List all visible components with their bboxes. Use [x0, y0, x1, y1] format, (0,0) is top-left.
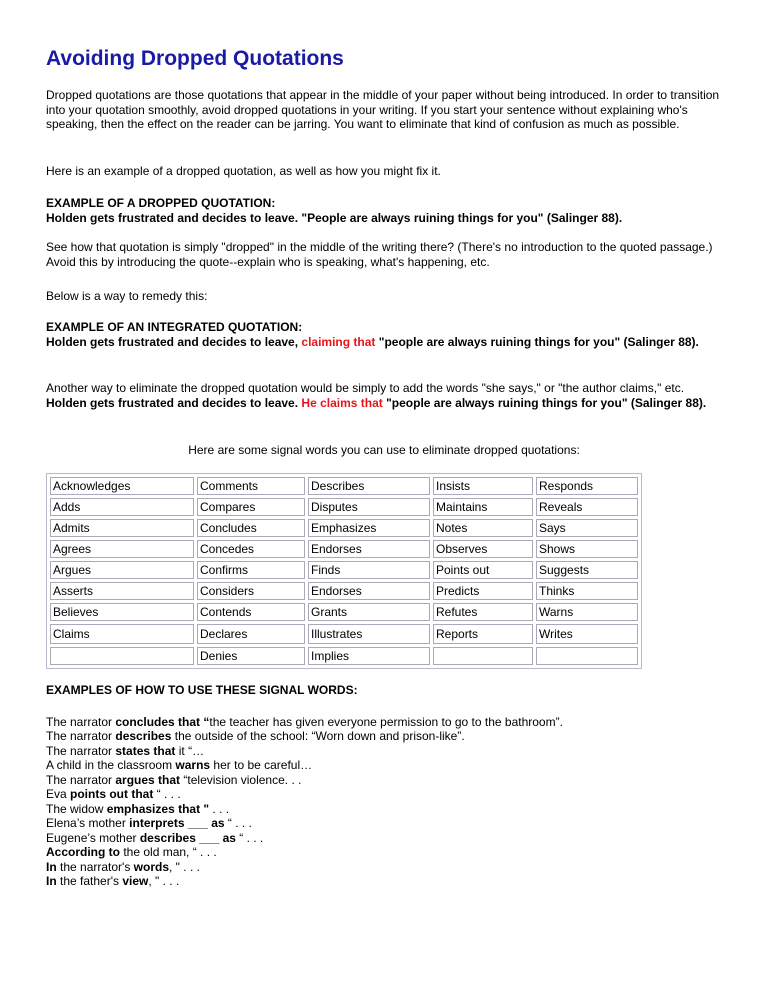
signal-word-cell: Endorses [308, 582, 430, 600]
signal-word-cell: Claims [50, 624, 194, 644]
signal-word-cell: Responds [536, 477, 638, 495]
signal-word-cell: Argues [50, 561, 194, 579]
page-title: Avoiding Dropped Quotations [46, 47, 344, 70]
table-row [50, 540, 638, 558]
example-line [46, 860, 722, 875]
signal-word-cell: Denies [197, 647, 305, 665]
signal-phrase: points out that [70, 787, 154, 801]
example-text: . . . [209, 801, 230, 816]
example-line [46, 729, 722, 744]
example-line [46, 874, 722, 889]
table-row [50, 477, 638, 495]
signal-word-cell: Contends [197, 603, 305, 621]
integrated-part2: "people are always ruining things for you" (Salinger 88). [375, 334, 699, 349]
signal-word-cell: Maintains [433, 498, 533, 516]
signal-word-cell: Predicts [433, 582, 533, 600]
signal-word-cell: Says [536, 519, 638, 537]
dropped-text: Holden gets frustrated and decides to leave. "People are always ruining things for you" (Salinger 88). [46, 210, 623, 225]
signal-word-cell: Refutes [433, 603, 533, 621]
another-way-text: Another way to eliminate the dropped quotation would be simply to add the words "she says," or "the author claims," etc. [46, 381, 685, 395]
example-text: The narrator [46, 714, 116, 729]
signal-word-cell: Agrees [50, 540, 194, 558]
signal-word-cell: Insists [433, 477, 533, 495]
table-row [50, 603, 638, 621]
signal-word-cell [50, 647, 194, 665]
signal-word-cell: Grants [308, 603, 430, 621]
example-text: the outside of the school: “Worn down and prison-like”. [171, 729, 465, 743]
dropped-example [46, 196, 722, 225]
example-line [46, 758, 722, 773]
example-line [46, 845, 722, 860]
example-line [46, 715, 722, 730]
signal-word-cell: Believes [50, 603, 194, 621]
signal-word-cell [536, 647, 638, 665]
example-line [46, 802, 722, 817]
signal-phrase: warns [175, 758, 211, 772]
remedy-line: Below is a way to remedy this: [46, 289, 208, 303]
signal-word-cell [433, 647, 533, 665]
example-text: the teacher has given everyone permission to go to the bathroom”. [209, 714, 563, 729]
signal-phrase: states that [115, 743, 176, 758]
example-text: “television violence. . . [180, 772, 302, 787]
signal-word-cell: Reveals [536, 498, 638, 516]
signal-word-cell: Comments [197, 477, 305, 495]
another-way-example [46, 381, 722, 410]
signal-word-cell: Notes [433, 519, 533, 537]
signal-intro: Here are some signal words you can use to eliminate dropped quotations: [188, 443, 580, 457]
signal-phrase: In [46, 859, 57, 874]
signal-phrase: argues that [115, 772, 181, 787]
signal-word-cell: Adds [50, 498, 194, 516]
signal-phrase: concludes that “ [115, 714, 210, 729]
signal-phrase: describes [115, 729, 172, 743]
signal-word-cell: Shows [536, 540, 638, 558]
example-text: “ . . . [235, 830, 264, 845]
table-row [50, 647, 638, 665]
signal-phrase: view [122, 874, 149, 888]
signal-word-cell: Compares [197, 498, 305, 516]
table-row [50, 624, 638, 644]
integrated-part1: Holden gets frustrated and decides to leave, [46, 334, 302, 349]
signal-phrase: interprets ___ as [129, 816, 225, 830]
example-text: it “… [175, 743, 205, 758]
example-text: the narrator's [56, 859, 134, 874]
signal-word-cell: Considers [197, 582, 305, 600]
signal-phrase: emphasizes that " [106, 801, 210, 816]
integrated-example [46, 320, 722, 349]
example-text: The narrator [46, 772, 116, 787]
examples-list [46, 715, 722, 889]
table-row [50, 561, 638, 579]
table-row [50, 519, 638, 537]
signal-phrase: According to [46, 845, 120, 859]
example-intro: Here is an example of a dropped quotation, as well as how you might fix it. [46, 164, 441, 178]
signal-word-cell: Observes [433, 540, 533, 558]
signal-word-cell: Writes [536, 624, 638, 644]
example-text: The narrator [46, 729, 116, 743]
signal-word-cell: Reports [433, 624, 533, 644]
example-text: her to be careful… [210, 758, 313, 772]
signal-word-cell: Warns [536, 603, 638, 621]
signal-word-cell: Asserts [50, 582, 194, 600]
integrated-heading: EXAMPLE OF AN INTEGRATED QUOTATION: [46, 320, 303, 334]
example-text: The narrator [46, 743, 116, 758]
signal-word-cell: Confirms [197, 561, 305, 579]
signal-phrase: words [133, 859, 170, 874]
examples-heading: EXAMPLES OF HOW TO USE THESE SIGNAL WORDS: [46, 683, 358, 697]
example-line [46, 831, 722, 846]
example-text: “ . . . [224, 816, 252, 830]
examples-section [46, 683, 722, 889]
see-how-paragraph: See how that quotation is simply "dropped" in the middle of the writing there? (There's no introduction to the quoted passage.) Avoid this by introducing the quote--explain who is speaking, what's happening, etc. [46, 240, 713, 269]
example-text: A child in the classroom [46, 758, 176, 772]
signal-word-cell: Concedes [197, 540, 305, 558]
signal-phrase: In [46, 874, 57, 888]
example-text: Eugene’s mother [46, 830, 140, 845]
table-row [50, 498, 638, 516]
signal-word-cell: Concludes [197, 519, 305, 537]
example-line [46, 773, 722, 788]
example-line [46, 816, 722, 831]
intro-paragraph: Dropped quotations are those quotations that appear in the middle of your paper without being introduced. In order to transition into your quotation smoothly, avoid dropped quotations in your writing. If you start your sentence without explaining who's speaking, then the effect on the reader can be jarring. You want to eliminate that kind of confusion as much as possible. [46, 88, 720, 131]
signal-word-cell: Implies [308, 647, 430, 665]
example-text: Elena’s mother [46, 816, 130, 830]
table-row [50, 582, 638, 600]
dropped-heading: EXAMPLE OF A DROPPED QUOTATION: [46, 196, 276, 210]
signal-word-cell: Emphasizes [308, 519, 430, 537]
signal-word-cell: Describes [308, 477, 430, 495]
signal-word-cell: Finds [308, 561, 430, 579]
example-text: the old man, “ . . . [120, 845, 217, 859]
example-text: , " . . . [169, 859, 200, 874]
example-text: The widow [46, 801, 107, 816]
signal-word-cell: Disputes [308, 498, 430, 516]
signal-phrase: describes ___ as [139, 830, 236, 845]
signal-word-cell: Thinks [536, 582, 638, 600]
signal-word-cell: Declares [197, 624, 305, 644]
signal-word-cell: Acknowledges [50, 477, 194, 495]
signal-words-table [46, 473, 642, 669]
example-line [46, 787, 722, 802]
another-part1: Holden gets frustrated and decides to leave. [46, 395, 302, 410]
example-text: “ . . . [153, 787, 181, 801]
signal-word-cell: Suggests [536, 561, 638, 579]
signal-word-cell: Admits [50, 519, 194, 537]
example-text: the father's [56, 874, 123, 888]
example-text: Eva [46, 787, 71, 801]
signal-word-cell: Endorses [308, 540, 430, 558]
another-signal-phrase: He claims that [301, 395, 383, 410]
another-part2: "people are always ruining things for you" (Salinger 88). [382, 395, 707, 410]
example-text: , " . . . [148, 874, 180, 888]
integrated-signal-phrase: claiming that [301, 334, 376, 349]
example-line [46, 744, 722, 759]
signal-word-cell: Illustrates [308, 624, 430, 644]
signal-word-cell: Points out [433, 561, 533, 579]
